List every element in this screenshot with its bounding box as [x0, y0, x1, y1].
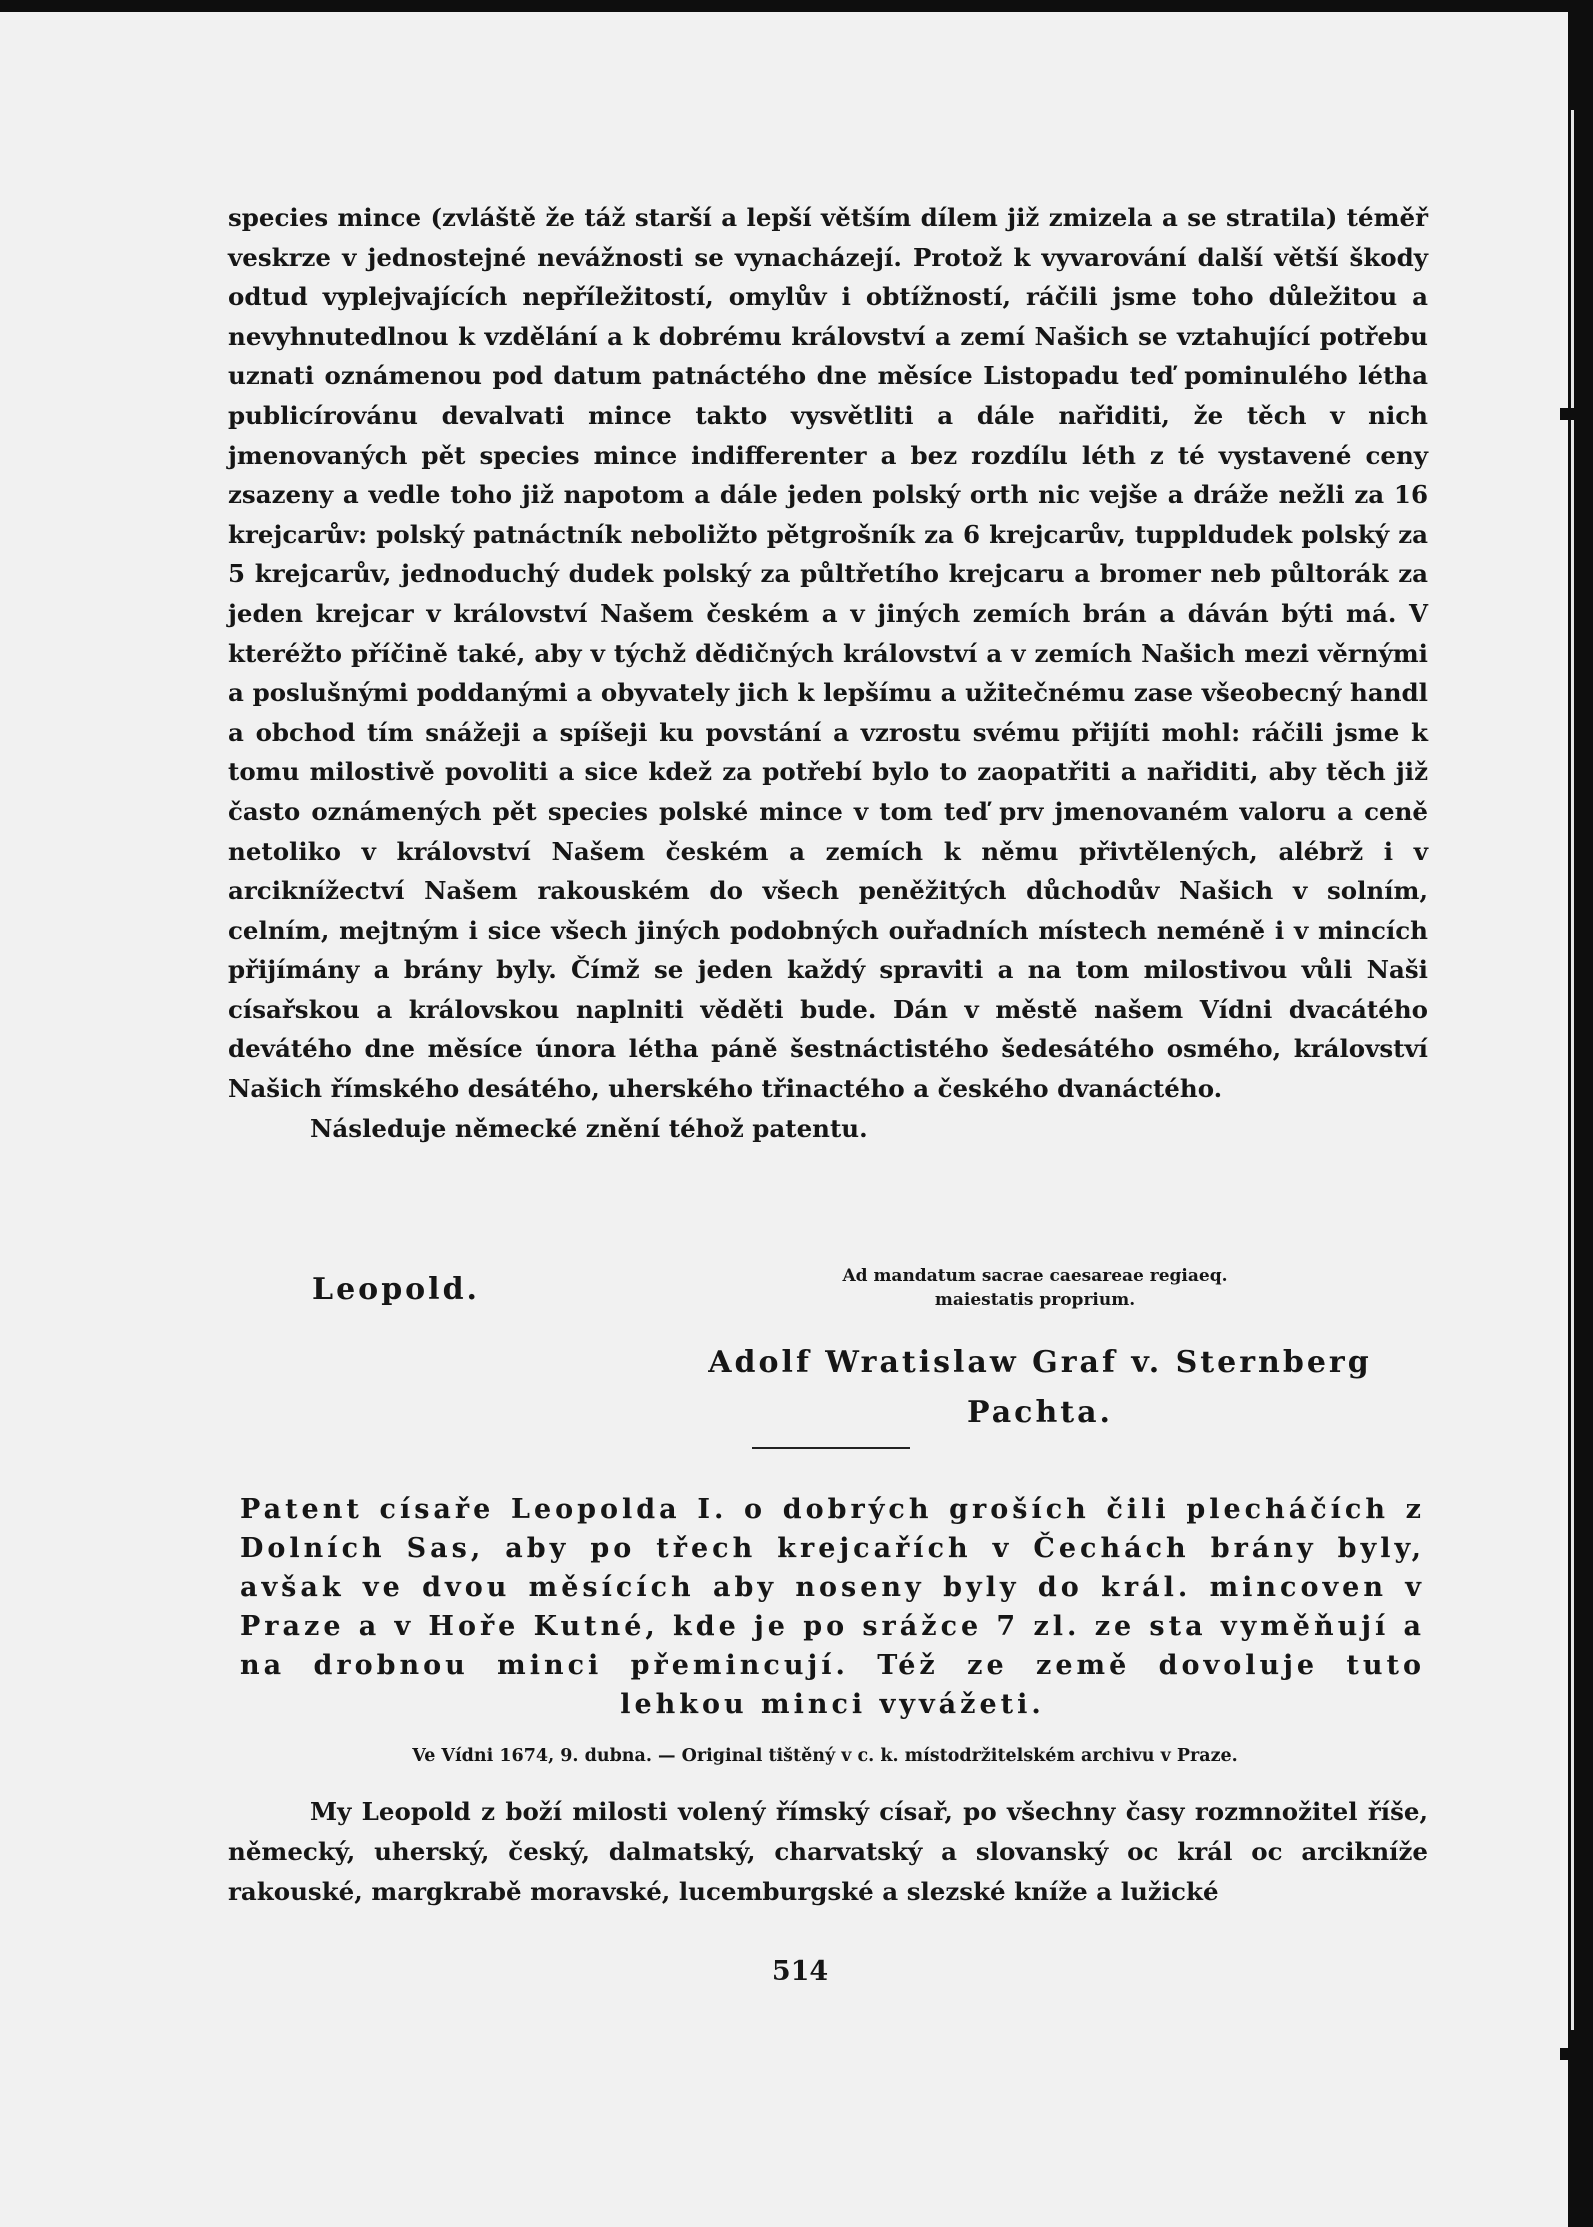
mandate-note — [770, 1264, 1300, 1312]
mandate-line-1: Ad mandatum sacrae caesareae regiaeq. — [842, 1266, 1228, 1286]
paragraph-opening: My Leopold z boží milosti volený římský císař, po všechny časy rozmnožitel říše, německý, uherský, český, dalmatský, charvatský a slovanský oc král oc arcikníže rakouské, margkrabě moravské, lucemburgské a slezské kníže a lužické — [228, 1797, 1428, 1906]
countersign-line-2: Pachta. — [966, 1395, 1113, 1430]
signature-leopold: Leopold. — [312, 1272, 480, 1307]
scan-border-top — [0, 0, 1593, 12]
mandate-line-2: maiestatis proprium. — [934, 1290, 1136, 1310]
paragraph-note: Následuje německé znění téhož patentu. — [310, 1113, 868, 1143]
scan-edge-line — [1571, 110, 1574, 2030]
scan-edge-mark — [1560, 2048, 1576, 2060]
section-text — [228, 1792, 1428, 1912]
countersignature — [700, 1338, 1380, 1438]
main-text — [228, 198, 1428, 1148]
page-number: 514 — [771, 1956, 829, 1987]
source-line: Ve Vídni 1674, 9. dubna. — Original tištěný v c. k. místodržitelském archivu v Praze. — [412, 1746, 1238, 1766]
section-divider — [752, 1447, 910, 1449]
section-title: Patent císaře Leopolda I. o dobrých groších čili plecháčích z Dolních Sas, aby po třech krejcařích v Čechách brány byly, avšak ve dvou měsících aby noseny byly do král. mincoven v Praze a v Hoře Kutné, kde je po srážce 7 zl. ze sta vyměňují a na drobnou minci přemincují. Též ze země dovoluje tuto lehkou minci vyvážeti. — [240, 1494, 1425, 1720]
countersign-line-1: Adolf Wratislaw Graf v. Sternberg — [708, 1345, 1372, 1380]
paragraph-continuation: species mince (zvláště že táž starší a lepší větším dílem již zmizela a se stratila) téměř veskrze v jednostejné nevážnosti se vynacházejí. Protož k vyvarování další větší škody odtud vyplejvajících nepříležitostí, omylův i obtížností, ráčili jsme toho důležitou a nevyhnutedlnou k vzdělání a k dobrému království a zemí Našich se vztahující potřebu uznati oznámenou pod datum patnáctého dne měsíce Listopadu teď pominulého létha publicírovánu devalvati mince takto vysvětliti a dále nařiditi, že těch v nich jmenovaných pět species mince indifferenter a bez rozdílu léth z té vystavené ceny zsazeny a vedle toho již napotom a dále jeden polský orth nic vejše a dráže nežli za 16 krejcarův: polský patnáctník neboližto pětgrošník za 6 krejcarův, tuppldudek polský za 5 krejcarův, jednoduchý dudek polský za půltřetího krejcaru a bromer neb půltorák za jeden krejcar v království Našem českém a v jiných zemích brán a dáván býti má. V kteréžto příčině také, aby v týchž dědičných království a v zemích Našich mezi věrnými a poslušnými poddanými a obyvately jich k lepšímu a užitečnému zase všeobecný handl a obchod tím snážeji a spíšeji ku povstání a vzrostu svému přijíti mohl: ráčili jsme k tomu milostivě povoliti a sice kdež za potřebí bylo to zaopatřiti a nařiditi, aby těch již často oznámených pět species polské mince v tom teď prv jmenovaném valoru a ceně netoliko v království Našem českém a zemích k němu přivtělených, alébrž i v arciknížectví Našem rakouském do všech peněžitých důchodův Našich v solním, celním, mejtným i sice všech jiných podobných ouřadních místech neméně i v mincích přijímány a brány byly. Čímž se jeden každý spraviti a na tom milostivou vůli Naši císařskou a královskou naplniti věděti bude. Dán v městě našem Vídni dvacátého devátého dne měsíce února létha páně šestnáctistého šedesátého osmého, království Našich římského desátého, uherského třinactého a českého dvanáctého. — [228, 203, 1428, 1104]
scan-edge-mark — [1560, 408, 1576, 420]
